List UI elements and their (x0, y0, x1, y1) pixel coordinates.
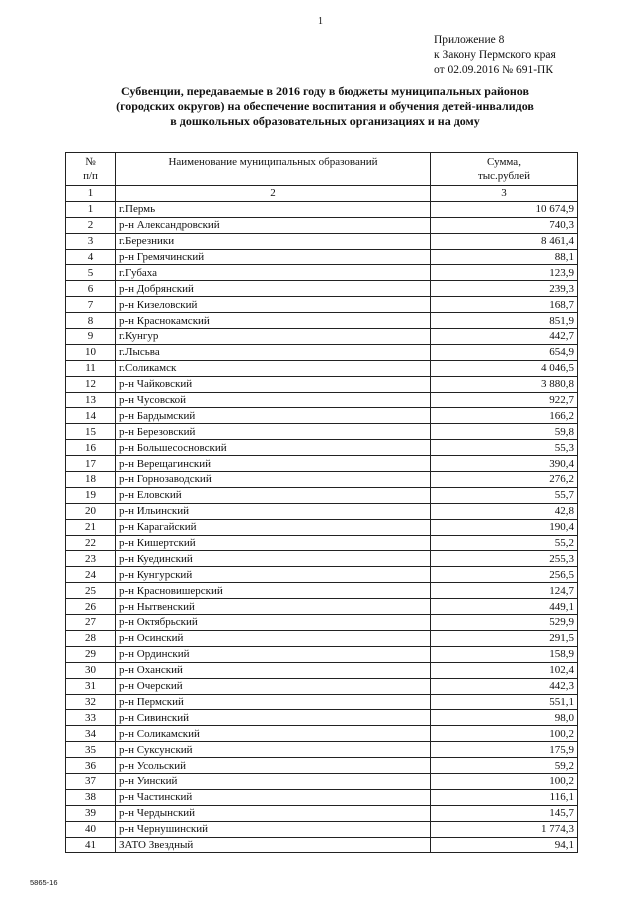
table-row (66, 519, 578, 535)
row-number: 31 (66, 678, 116, 694)
row-name: г.Лысьва (116, 344, 431, 360)
row-number: 38 (66, 789, 116, 805)
table-row (66, 217, 578, 233)
row-number: 11 (66, 360, 116, 376)
row-number: 39 (66, 805, 116, 821)
row-name: р-н Усольский (116, 758, 431, 774)
row-number: 22 (66, 535, 116, 551)
row-sum: 256,5 (431, 567, 578, 583)
row-number: 34 (66, 726, 116, 742)
row-number: 7 (66, 297, 116, 313)
table-row (66, 487, 578, 503)
row-sum: 102,4 (431, 662, 578, 678)
table-row (66, 424, 578, 440)
row-name: г.Пермь (116, 201, 431, 217)
table-row (66, 440, 578, 456)
row-number: 1 (66, 201, 116, 217)
column-index-row (66, 186, 578, 202)
row-number: 24 (66, 567, 116, 583)
annex-line-2: к Закону Пермского края (434, 49, 556, 61)
column-index-2: 2 (116, 186, 431, 202)
row-name: ЗАТО Звездный (116, 837, 431, 853)
row-sum: 291,5 (431, 630, 578, 646)
annex-block (434, 33, 556, 78)
row-name: р-н Кизеловский (116, 297, 431, 313)
row-name: р-н Александровский (116, 217, 431, 233)
page-number: 1 (318, 16, 323, 27)
row-sum: 255,3 (431, 551, 578, 567)
table-row (66, 567, 578, 583)
table-row (66, 265, 578, 281)
table-row (66, 758, 578, 774)
row-name: р-н Березовский (116, 424, 431, 440)
row-number: 21 (66, 519, 116, 535)
row-name: р-н Чердынский (116, 805, 431, 821)
row-number: 2 (66, 217, 116, 233)
row-sum: 100,2 (431, 726, 578, 742)
row-sum: 922,7 (431, 392, 578, 408)
row-sum: 851,9 (431, 313, 578, 329)
row-number: 25 (66, 583, 116, 599)
table-row (66, 392, 578, 408)
row-number: 8 (66, 313, 116, 329)
row-number: 27 (66, 615, 116, 631)
row-sum: 4 046,5 (431, 360, 578, 376)
row-number: 13 (66, 392, 116, 408)
table-row (66, 678, 578, 694)
row-sum: 100,2 (431, 773, 578, 789)
row-number: 14 (66, 408, 116, 424)
row-name: р-н Красновишерский (116, 583, 431, 599)
row-sum: 10 674,9 (431, 201, 578, 217)
row-name: г.Кунгур (116, 329, 431, 345)
annex-line-1: Приложение 8 (434, 34, 505, 46)
table-row (66, 615, 578, 631)
row-name: р-н Чусовской (116, 392, 431, 408)
table-row (66, 281, 578, 297)
row-sum: 390,4 (431, 456, 578, 472)
row-number: 9 (66, 329, 116, 345)
row-name: р-н Ординский (116, 646, 431, 662)
table-row (66, 376, 578, 392)
table-row (66, 821, 578, 837)
row-number: 36 (66, 758, 116, 774)
table-row (66, 313, 578, 329)
annex-line-3: от 02.09.2016 № 691-ПК (434, 64, 554, 76)
table-row (66, 773, 578, 789)
column-index-3: 3 (431, 186, 578, 202)
footer-code: 5865-16 (30, 878, 58, 887)
row-sum: 88,1 (431, 249, 578, 265)
document-title (60, 84, 590, 129)
table-row (66, 630, 578, 646)
row-sum: 442,3 (431, 678, 578, 694)
row-sum: 1 774,3 (431, 821, 578, 837)
row-number: 40 (66, 821, 116, 837)
row-name: р-н Соликамский (116, 726, 431, 742)
row-name: р-н Очерский (116, 678, 431, 694)
row-name: р-н Горнозаводский (116, 472, 431, 488)
table-row (66, 249, 578, 265)
row-name: р-н Верещагинский (116, 456, 431, 472)
row-sum: 55,7 (431, 487, 578, 503)
table-row (66, 408, 578, 424)
row-sum: 449,1 (431, 599, 578, 615)
row-name: р-н Оханский (116, 662, 431, 678)
header-number (66, 153, 116, 186)
table-row (66, 646, 578, 662)
table-row (66, 710, 578, 726)
row-name: р-н Большесосновский (116, 440, 431, 456)
row-number: 15 (66, 424, 116, 440)
row-sum: 98,0 (431, 710, 578, 726)
row-name: р-н Кунгурский (116, 567, 431, 583)
row-name: р-н Куединский (116, 551, 431, 567)
row-name: р-н Бардымский (116, 408, 431, 424)
row-name: р-н Суксунский (116, 742, 431, 758)
row-name: р-н Еловский (116, 487, 431, 503)
title-line-1: Субвенции, передаваемые в 2016 году в бюджеты муниципальных районов (121, 84, 529, 98)
row-number: 41 (66, 837, 116, 853)
table-row (66, 329, 578, 345)
table-header-row (66, 153, 578, 186)
table-row (66, 472, 578, 488)
row-sum: 59,2 (431, 758, 578, 774)
row-sum: 551,1 (431, 694, 578, 710)
row-name: р-н Нытвенский (116, 599, 431, 615)
table-row (66, 599, 578, 615)
row-number: 23 (66, 551, 116, 567)
header-sum-line-1: Сумма, (487, 156, 521, 168)
table-row (66, 344, 578, 360)
row-number: 29 (66, 646, 116, 662)
row-number: 28 (66, 630, 116, 646)
header-sum-line-2: тыс.рублей (477, 170, 531, 182)
table-row (66, 201, 578, 217)
table-row (66, 583, 578, 599)
table-row (66, 535, 578, 551)
row-name: р-н Добрянский (116, 281, 431, 297)
table-row (66, 789, 578, 805)
row-name: р-н Ильинский (116, 503, 431, 519)
row-sum: 124,7 (431, 583, 578, 599)
table-row (66, 837, 578, 853)
row-sum: 145,7 (431, 805, 578, 821)
row-sum: 740,3 (431, 217, 578, 233)
row-number: 17 (66, 456, 116, 472)
row-sum: 190,4 (431, 519, 578, 535)
row-sum: 94,1 (431, 837, 578, 853)
row-name: г.Соликамск (116, 360, 431, 376)
row-sum: 158,9 (431, 646, 578, 662)
row-number: 12 (66, 376, 116, 392)
row-name: г.Березники (116, 233, 431, 249)
row-number: 10 (66, 344, 116, 360)
header-number-line-1: № (85, 156, 96, 168)
row-name: р-н Чернушинский (116, 821, 431, 837)
row-name: г.Губаха (116, 265, 431, 281)
row-name: р-н Карагайский (116, 519, 431, 535)
table-row (66, 694, 578, 710)
row-number: 37 (66, 773, 116, 789)
row-sum: 175,9 (431, 742, 578, 758)
row-name: р-н Частинский (116, 789, 431, 805)
row-sum: 116,1 (431, 789, 578, 805)
title-line-3: в дошкольных образовательных организациях и на дому (170, 114, 480, 128)
title-line-2: (городских округов) на обеспечение воспитания и обучения детей-инвалидов (116, 99, 534, 113)
row-number: 19 (66, 487, 116, 503)
header-sum (431, 153, 578, 186)
table-row (66, 726, 578, 742)
row-number: 5 (66, 265, 116, 281)
row-number: 4 (66, 249, 116, 265)
table-row (66, 456, 578, 472)
table-row (66, 742, 578, 758)
subsidies-table (65, 152, 578, 853)
row-name: р-н Чайковский (116, 376, 431, 392)
row-number: 35 (66, 742, 116, 758)
row-number: 3 (66, 233, 116, 249)
row-name: р-н Кишертский (116, 535, 431, 551)
table-row (66, 551, 578, 567)
table-row (66, 233, 578, 249)
column-index-1: 1 (66, 186, 116, 202)
table-body (66, 201, 578, 853)
row-sum: 239,3 (431, 281, 578, 297)
row-name: р-н Пермский (116, 694, 431, 710)
header-number-line-2: п/п (83, 170, 98, 182)
row-sum: 123,9 (431, 265, 578, 281)
row-number: 20 (66, 503, 116, 519)
row-sum: 442,7 (431, 329, 578, 345)
table-row (66, 805, 578, 821)
row-sum: 55,2 (431, 535, 578, 551)
table-row (66, 503, 578, 519)
row-sum: 276,2 (431, 472, 578, 488)
row-sum: 166,2 (431, 408, 578, 424)
table-row (66, 360, 578, 376)
header-name: Наименование муниципальных образований (116, 153, 431, 186)
table-row (66, 297, 578, 313)
row-number: 6 (66, 281, 116, 297)
row-sum: 42,8 (431, 503, 578, 519)
row-name: р-н Краснокамский (116, 313, 431, 329)
row-sum: 529,9 (431, 615, 578, 631)
table-row (66, 662, 578, 678)
row-number: 30 (66, 662, 116, 678)
row-number: 26 (66, 599, 116, 615)
row-name: р-н Сивинский (116, 710, 431, 726)
row-name: р-н Осинский (116, 630, 431, 646)
row-number: 32 (66, 694, 116, 710)
row-name: р-н Уинский (116, 773, 431, 789)
row-number: 18 (66, 472, 116, 488)
row-sum: 654,9 (431, 344, 578, 360)
row-sum: 55,3 (431, 440, 578, 456)
row-name: р-н Гремячинский (116, 249, 431, 265)
row-number: 16 (66, 440, 116, 456)
row-sum: 59,8 (431, 424, 578, 440)
row-name: р-н Октябрьский (116, 615, 431, 631)
row-number: 33 (66, 710, 116, 726)
row-sum: 8 461,4 (431, 233, 578, 249)
row-sum: 168,7 (431, 297, 578, 313)
row-sum: 3 880,8 (431, 376, 578, 392)
